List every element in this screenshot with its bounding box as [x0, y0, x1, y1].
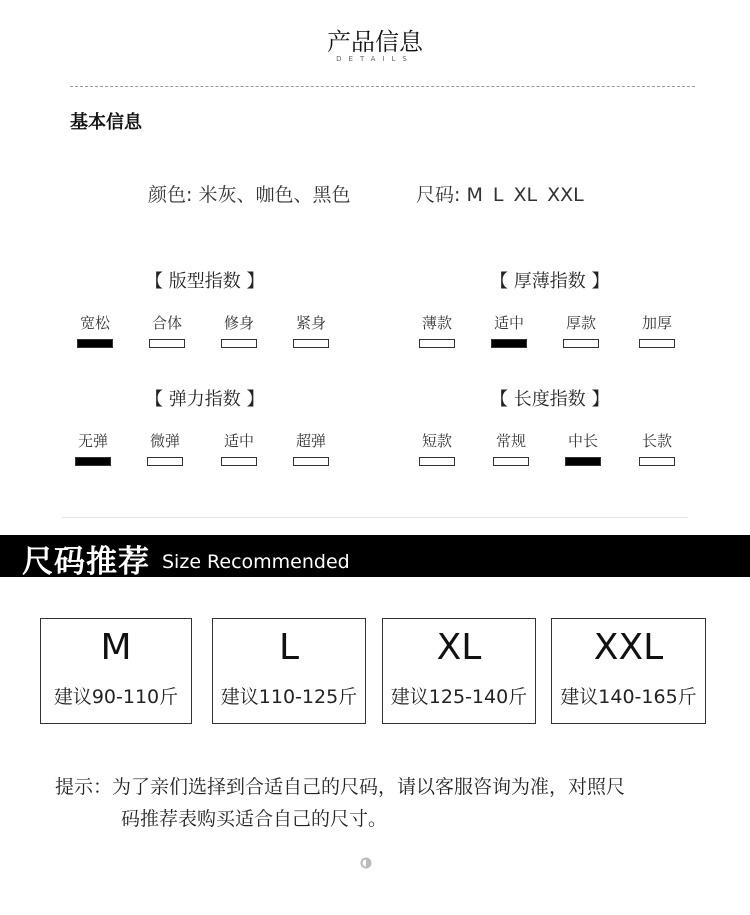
- color-value: 米灰、咖色、黑色: [198, 184, 351, 206]
- watermark-icon: [360, 857, 372, 869]
- fit-option-slim: 修身: [209, 312, 269, 348]
- size-recommendation: 建议110-125斤: [220, 686, 358, 708]
- section-label-basic-info: 基本信息: [70, 112, 142, 133]
- thickness-option-thin: 薄款: [407, 312, 467, 348]
- banner-title-en: Size Recommended: [162, 551, 350, 573]
- thickness-option-medium: 适中: [479, 312, 539, 348]
- size-card-l: [212, 618, 366, 724]
- elasticity-option-medium: 适中: [209, 430, 269, 466]
- fit-option-loose: 宽松: [65, 312, 125, 348]
- elasticity-option-super: 超弹: [281, 430, 341, 466]
- size-attribute: [416, 180, 584, 207]
- page-title: 产品信息: [327, 28, 423, 56]
- indicator-box: [293, 457, 329, 466]
- indicator-box: [147, 457, 183, 466]
- length-option-mid-long: 中长: [553, 430, 613, 466]
- fit-option-tight: 紧身: [281, 312, 341, 348]
- size-name: XL: [436, 627, 482, 668]
- indicator-box: [419, 339, 455, 348]
- size-recommended-banner: [0, 535, 750, 580]
- elasticity-option-slight: 微弹: [135, 430, 195, 466]
- elasticity-index-title: 【 弹力指数 】: [145, 389, 265, 410]
- dashed-divider: [70, 86, 695, 87]
- indicator-box: [491, 339, 527, 348]
- length-option-long: 长款: [627, 430, 687, 466]
- size-name: XXL: [593, 627, 664, 668]
- tip-text-line-1: 提示：为了亲们选择到合适自己的尺码，请以客服咨询为准，对照尺: [55, 776, 626, 798]
- indicator-box: [639, 457, 675, 466]
- size-card-m: [40, 618, 192, 724]
- color-attribute: [148, 180, 350, 207]
- indicator-box: [75, 457, 111, 466]
- thickness-index-title: 【 厚薄指数 】: [490, 271, 610, 292]
- indicator-box: [221, 339, 257, 348]
- length-option-regular: 常规: [481, 430, 541, 466]
- indicator-box: [77, 339, 113, 348]
- indicator-box: [149, 339, 185, 348]
- thickness-option-extra-thick: 加厚: [627, 312, 687, 348]
- indicator-box: [639, 339, 675, 348]
- size-value: M L XL XXL: [466, 184, 584, 206]
- size-name: L: [278, 627, 300, 668]
- size-label: 尺码:: [416, 184, 461, 206]
- length-option-short: 短款: [407, 430, 467, 466]
- fit-option-regular: 合体: [137, 312, 197, 348]
- indicator-box: [419, 457, 455, 466]
- size-recommendation: 建议125-140斤: [390, 686, 528, 708]
- thickness-option-thick: 厚款: [551, 312, 611, 348]
- page-subtitle: DETAILS: [336, 55, 414, 63]
- fit-index-title: 【 版型指数 】: [145, 271, 265, 292]
- indicator-box: [293, 339, 329, 348]
- banner-title-cn: 尺码推荐: [22, 544, 150, 580]
- size-card-xl: [382, 618, 536, 724]
- color-label: 颜色:: [148, 184, 193, 206]
- indicator-box: [565, 457, 601, 466]
- size-name: M: [100, 627, 132, 668]
- elasticity-option-none: 无弹: [63, 430, 123, 466]
- size-card-xxl: [551, 618, 706, 724]
- section-divider: [62, 517, 688, 518]
- length-index-title: 【 长度指数 】: [490, 389, 610, 410]
- indicator-box: [493, 457, 529, 466]
- indicator-box: [563, 339, 599, 348]
- tip-text-line-2: 码推荐表购买适合自己的尺寸。: [121, 808, 388, 830]
- indicator-box: [221, 457, 257, 466]
- size-recommendation: 建议90-110斤: [53, 686, 179, 708]
- size-recommendation: 建议140-165斤: [560, 686, 697, 708]
